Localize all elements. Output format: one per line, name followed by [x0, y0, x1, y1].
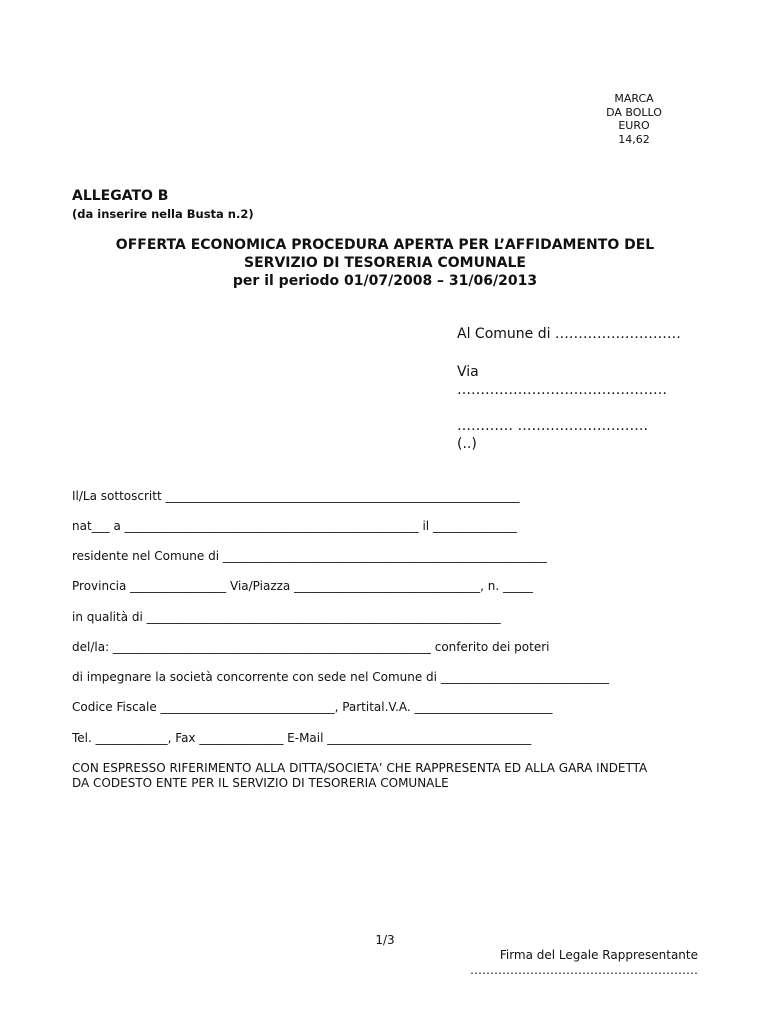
stamp-line: MARCA — [614, 92, 654, 105]
form-line-subscriber: Il/La sottoscritt ___________________________________________________________ — [72, 489, 520, 503]
title-line: SERVIZIO DI TESORERIA COMUNALE — [244, 255, 526, 271]
form-line-tax-codes: Codice Fiscale _____________________________, Partital.V.A. _______________________ — [72, 700, 553, 714]
recipient-via-label: Via — [457, 364, 479, 380]
recipient-city-dots: ………… ………………………. — [457, 418, 648, 434]
signature-line: ………………………………………………… — [470, 963, 698, 977]
signature-title: Firma del Legale Rappresentante — [499, 948, 698, 962]
form-line-birth: nat___ a _________________________________________________ il ______________ — [72, 519, 517, 533]
stamp-line: DA BOLLO — [606, 105, 662, 119]
page-number: 1/3 — [375, 933, 395, 947]
envelope-note: (da inserire nella Busta n.2) — [72, 207, 254, 221]
closing-line: CON ESPRESSO RIFERIMENTO ALLA DITTA/SOCIETA’ CHE RAPPRESENTA ED ALLA GARA INDETTA — [72, 761, 648, 775]
attachment-label: ALLEGATO B — [72, 188, 169, 204]
recipient-comune: Al Comune di ……………………… — [457, 326, 681, 342]
title-line: OFFERTA ECONOMICA PROCEDURA APERTA PER L’AFFIDAMENTO DEL — [115, 237, 655, 253]
stamp-line: EURO — [618, 119, 650, 132]
recipient-address — [457, 325, 681, 453]
form-line-contacts: Tel. ____________, Fax ______________ E-Mail __________________________________ — [72, 731, 532, 745]
document-title — [40, 236, 730, 290]
closing-statement — [72, 761, 647, 791]
recipient-province: (..) — [457, 436, 477, 452]
form-line-residence: residente nel Comune di ______________________________________________________ — [72, 549, 547, 563]
recipient-via-dots: ……………………………………… — [457, 382, 667, 398]
closing-line: DA CODESTO ENTE PER IL SERVIZIO DI TESORERIA COMUNALE — [72, 776, 449, 790]
revenue-stamp-block — [594, 92, 674, 146]
form-line-province-street: Provincia ________________ Via/Piazza _______________________________, n. _____ — [72, 579, 533, 593]
form-line-role: in qualità di ___________________________________________________________ — [72, 610, 501, 624]
form-line-company-seat: di impegnare la società concorrente con sede nel Comune di ____________________________ — [72, 670, 609, 684]
title-line: per il periodo 01/07/2008 – 31/06/2013 — [232, 273, 538, 289]
stamp-line: 14,62 — [618, 132, 650, 146]
form-line-mandate: del/la: _____________________________________________________ conferito dei poteri — [72, 640, 550, 654]
